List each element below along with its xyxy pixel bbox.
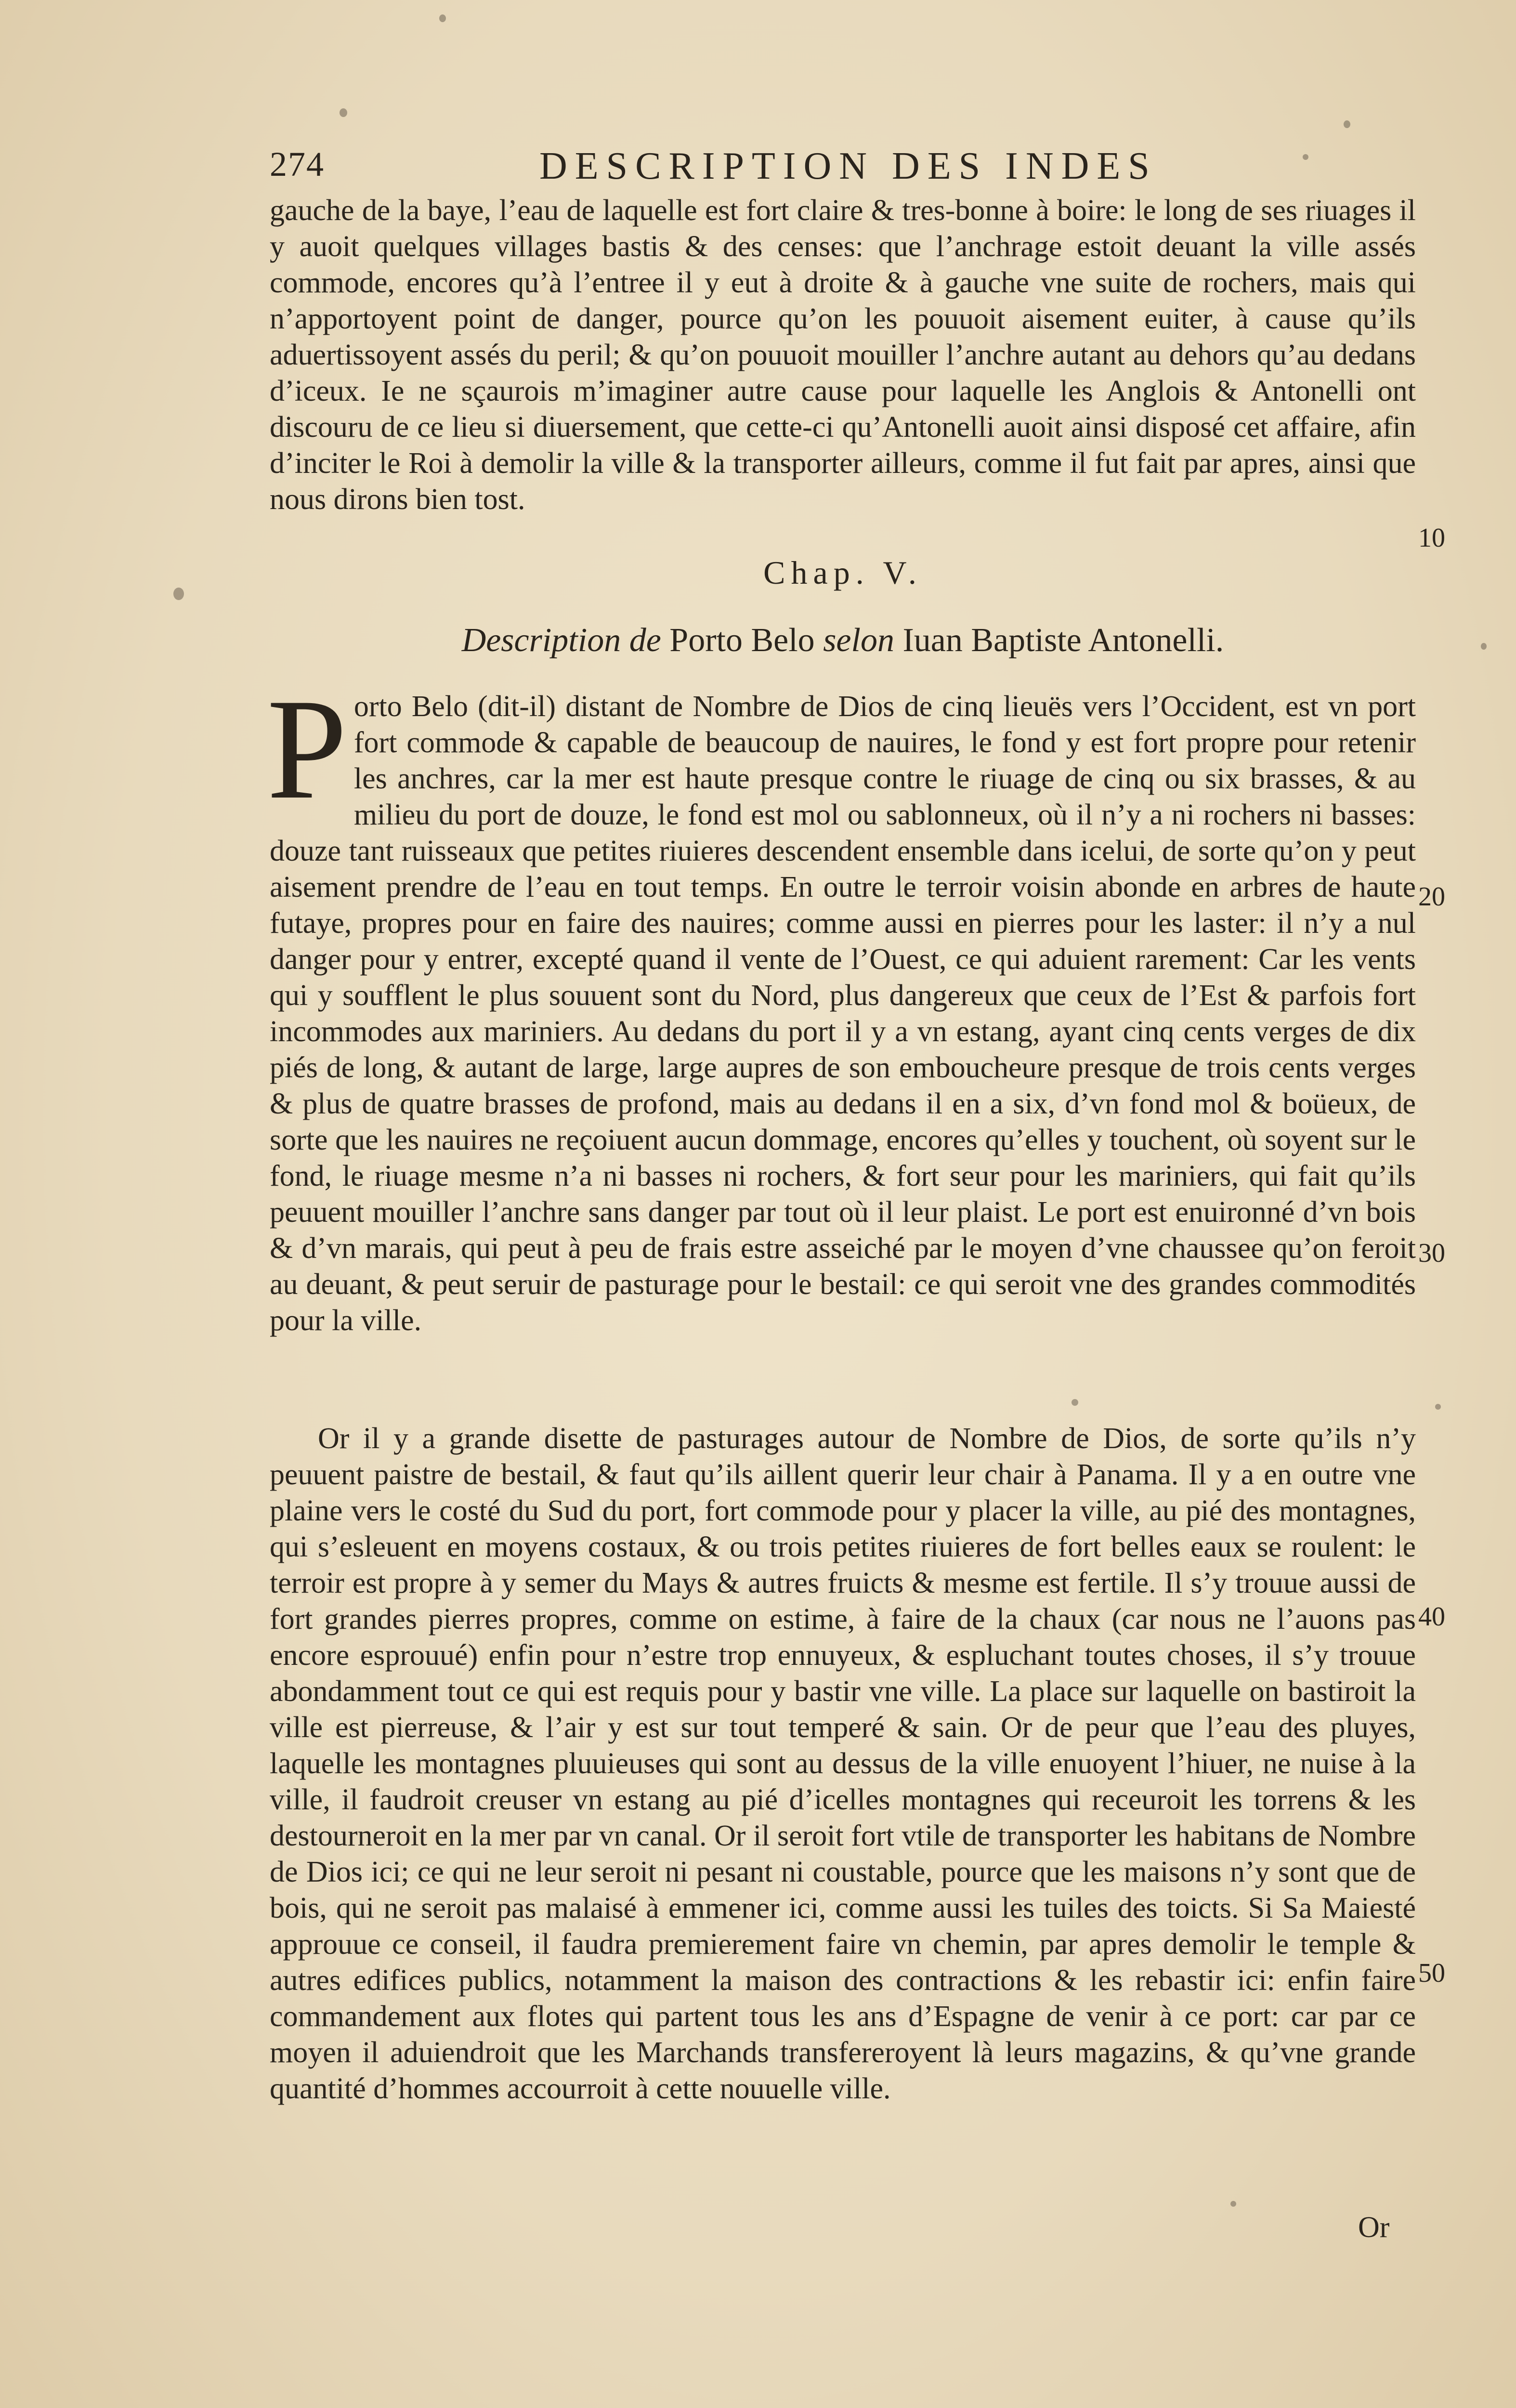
- chapter-paragraph: [267, 669, 1416, 1339]
- subtitle-italic-part: Description de: [461, 622, 661, 659]
- page-number: 274: [270, 145, 325, 183]
- paragraph: Or il y a grande disette de pasturages autour de Nombre de Dios, de sorte qu’ils n’y peuuent paistre de bestail, & faut qu’ils aillent querir leur chair à Panama. Il y a en outre vne plaine vers le costé du Sud du port, fort commode pour y placer la ville, au pié des montagnes, qui s’esleuent en moyens costaux, & ou trois petites riuieres de fort belles eaux se roulent: le terroir est propre à y semer du Mays & autres fruicts & mesme est fertile. Il s’y trouue aussi de fort grandes pierres propres, comme on estime, à faire de la chaux (car nous ne l’auons pas encore esprouué) enfin pour n’estre trop ennuyeux, & espluchant toutes choses, il s’y trouue abondamment tout ce qui est requis pour y bastir vne ville. La place sur laquelle on bastiroit la ville est pierreuse, & l’air y est sur tout temperé & sain. Or de peur que l’eau des pluyes, laquelle les montagnes pluuieuses qui sont au dessus de la ville enuoyent l’hiuer, ne nuise à la ville, il faudroit creuser vn estang au pié d’icelles montagnes qui receuroit les torrens & les destourneroit en la mer par vn canal. Or il seroit fort vtile de transporter les habitans de Nombre de Dios ici; ce qui ne leur seroit ni pesant ni coustable, pource que les maisons n’y sont que de bois, qui ne seroit pas malaisé à emmener ici, comme aussi les tuiles des toicts. Si Sa Maiesté approuue ce conseil, il faudra premierement faire vn chemin, par apres demolir le temple & autres edifices publics, notamment la maison des contractions & les rebastir ici: enfin faire commandement aux flotes qui partent tous les ans d’Espagne de venir à ce port: car par ce moyen il aduiendroit que les Marchands transfereroyent là leurs magazins, & qu’vne grande quantité d’hommes accourroit à cette nouuelle ville.: [270, 1422, 1416, 2105]
- line-number-margin: 20: [1418, 882, 1445, 912]
- line-number-margin: 40: [1418, 1602, 1445, 1632]
- page-header: [270, 144, 1445, 197]
- foxing-spot: [173, 588, 184, 600]
- chapter-title: Chap. V.: [763, 554, 922, 591]
- chapter-subtitle: [270, 621, 1416, 660]
- line-number-margin: 30: [1418, 1238, 1445, 1268]
- line-number-margin: 10: [1418, 523, 1445, 553]
- drop-cap: P: [267, 669, 347, 829]
- paragraph-text: orto Belo (dit-il) distant de Nombre de Dios de cinq lieuës vers l’Occident, est vn port fort commode & capable de beaucoup de nauires, le fond y est fort propre pour retenir les anchres, car la mer est haute presque contre le riuage de cinq ou six brasses, & au milieu du port de douze, le fond est mol ou sablonneux, où il n’y a ni rochers ni basses: douze tant ruisseaux que petites riuieres descendent ensemble dans icelui, de sorte qu’on y peut aisement prendre de l’eau en tout temps. En outre le terroir voisin abonde en arbres de haute futaye, propres pour en faire des nauires; comme aussi en pierres pour les laster: il n’y a nul danger pour y entrer, excepté quand il vente de l’Ouest, ce qui aduient rarement: Car les vents qui y soufflent le plus souuent sont du Nord, plus dangereux que ceux de l’Est & parfois fort incommodes aux mariniers. Au dedans du port il y a vn estang, ayant cinq cents verges de dix piés de long, & autant de large, large aupres de son emboucheure presque de trois cents verges & plus de quatre brasses de profond, mais au dedans il en a six, d’vn fond mol & boüeux, de sorte que les nauires ne reçoiuent aucun dommage, encores qu’elles y touchent, où soyent sur le fond, le riuage mesme n’a ni basses ni rochers, & fort seur pour les mariniers, qui fait qu’ils peuuent mouiller l’anchre sans danger par tout où il leur plaist. Le port est enuironné d’vn bois & d’vn marais, qui peut à peu de frais estre asseiché par le moyen d’vne chaussee qu’on feroit au deuant, & peut seruir de pasturage pour le bestail: ce qui seroit vne des grandes commodités pour la ville.: [270, 690, 1416, 1337]
- foxing-spot: [1435, 1404, 1441, 1410]
- foxing-spot: [1230, 2201, 1236, 2207]
- catchword: Or: [1358, 2211, 1390, 2244]
- running-head: DESCRIPTION DES INDES: [539, 145, 1157, 187]
- foxing-spot: [1481, 643, 1487, 650]
- foxing-spot: [1072, 1399, 1078, 1406]
- foxing-spot: [1344, 120, 1350, 128]
- subtitle-italic-part: selon: [823, 622, 894, 659]
- paragraph-continuation: gauche de la baye, l’eau de laquelle est fort claire & tres-bonne à boire: le long de ses riuages il y auoit quelques villages bastis & des censes: que l’anchrage estoit deuant la ville assés commode, encores qu’à l’entree il y eut à droite & à gauche vne suite de rochers, mais qui n’apportoyent point de danger, pource qu’on les pouuoit aisement euiter, à cause qu’ils aduertissoyent assés du peril; & qu’on pouuoit mouiller l’anchre autant au dehors qu’au dedans d’iceux. Ie ne sçaurois m’imaginer autre cause pour laquelle les Anglois & Antonelli ont discouru de ce lieu si diuersement, que cette-ci qu’Antonelli auoit ainsi disposé cet affaire, afin d’inciter le Roi à demolir la ville & la transporter ailleurs, comme il fut fait par apres, ainsi que nous dirons bien tost.: [270, 194, 1416, 516]
- line-number-margin: 50: [1418, 1958, 1445, 1988]
- foxing-spot: [439, 14, 446, 22]
- subtitle-roman-part: Porto Belo: [661, 622, 823, 659]
- foxing-spot: [340, 108, 347, 117]
- subtitle-roman-part: Iuan Baptiste Antonelli.: [894, 622, 1224, 659]
